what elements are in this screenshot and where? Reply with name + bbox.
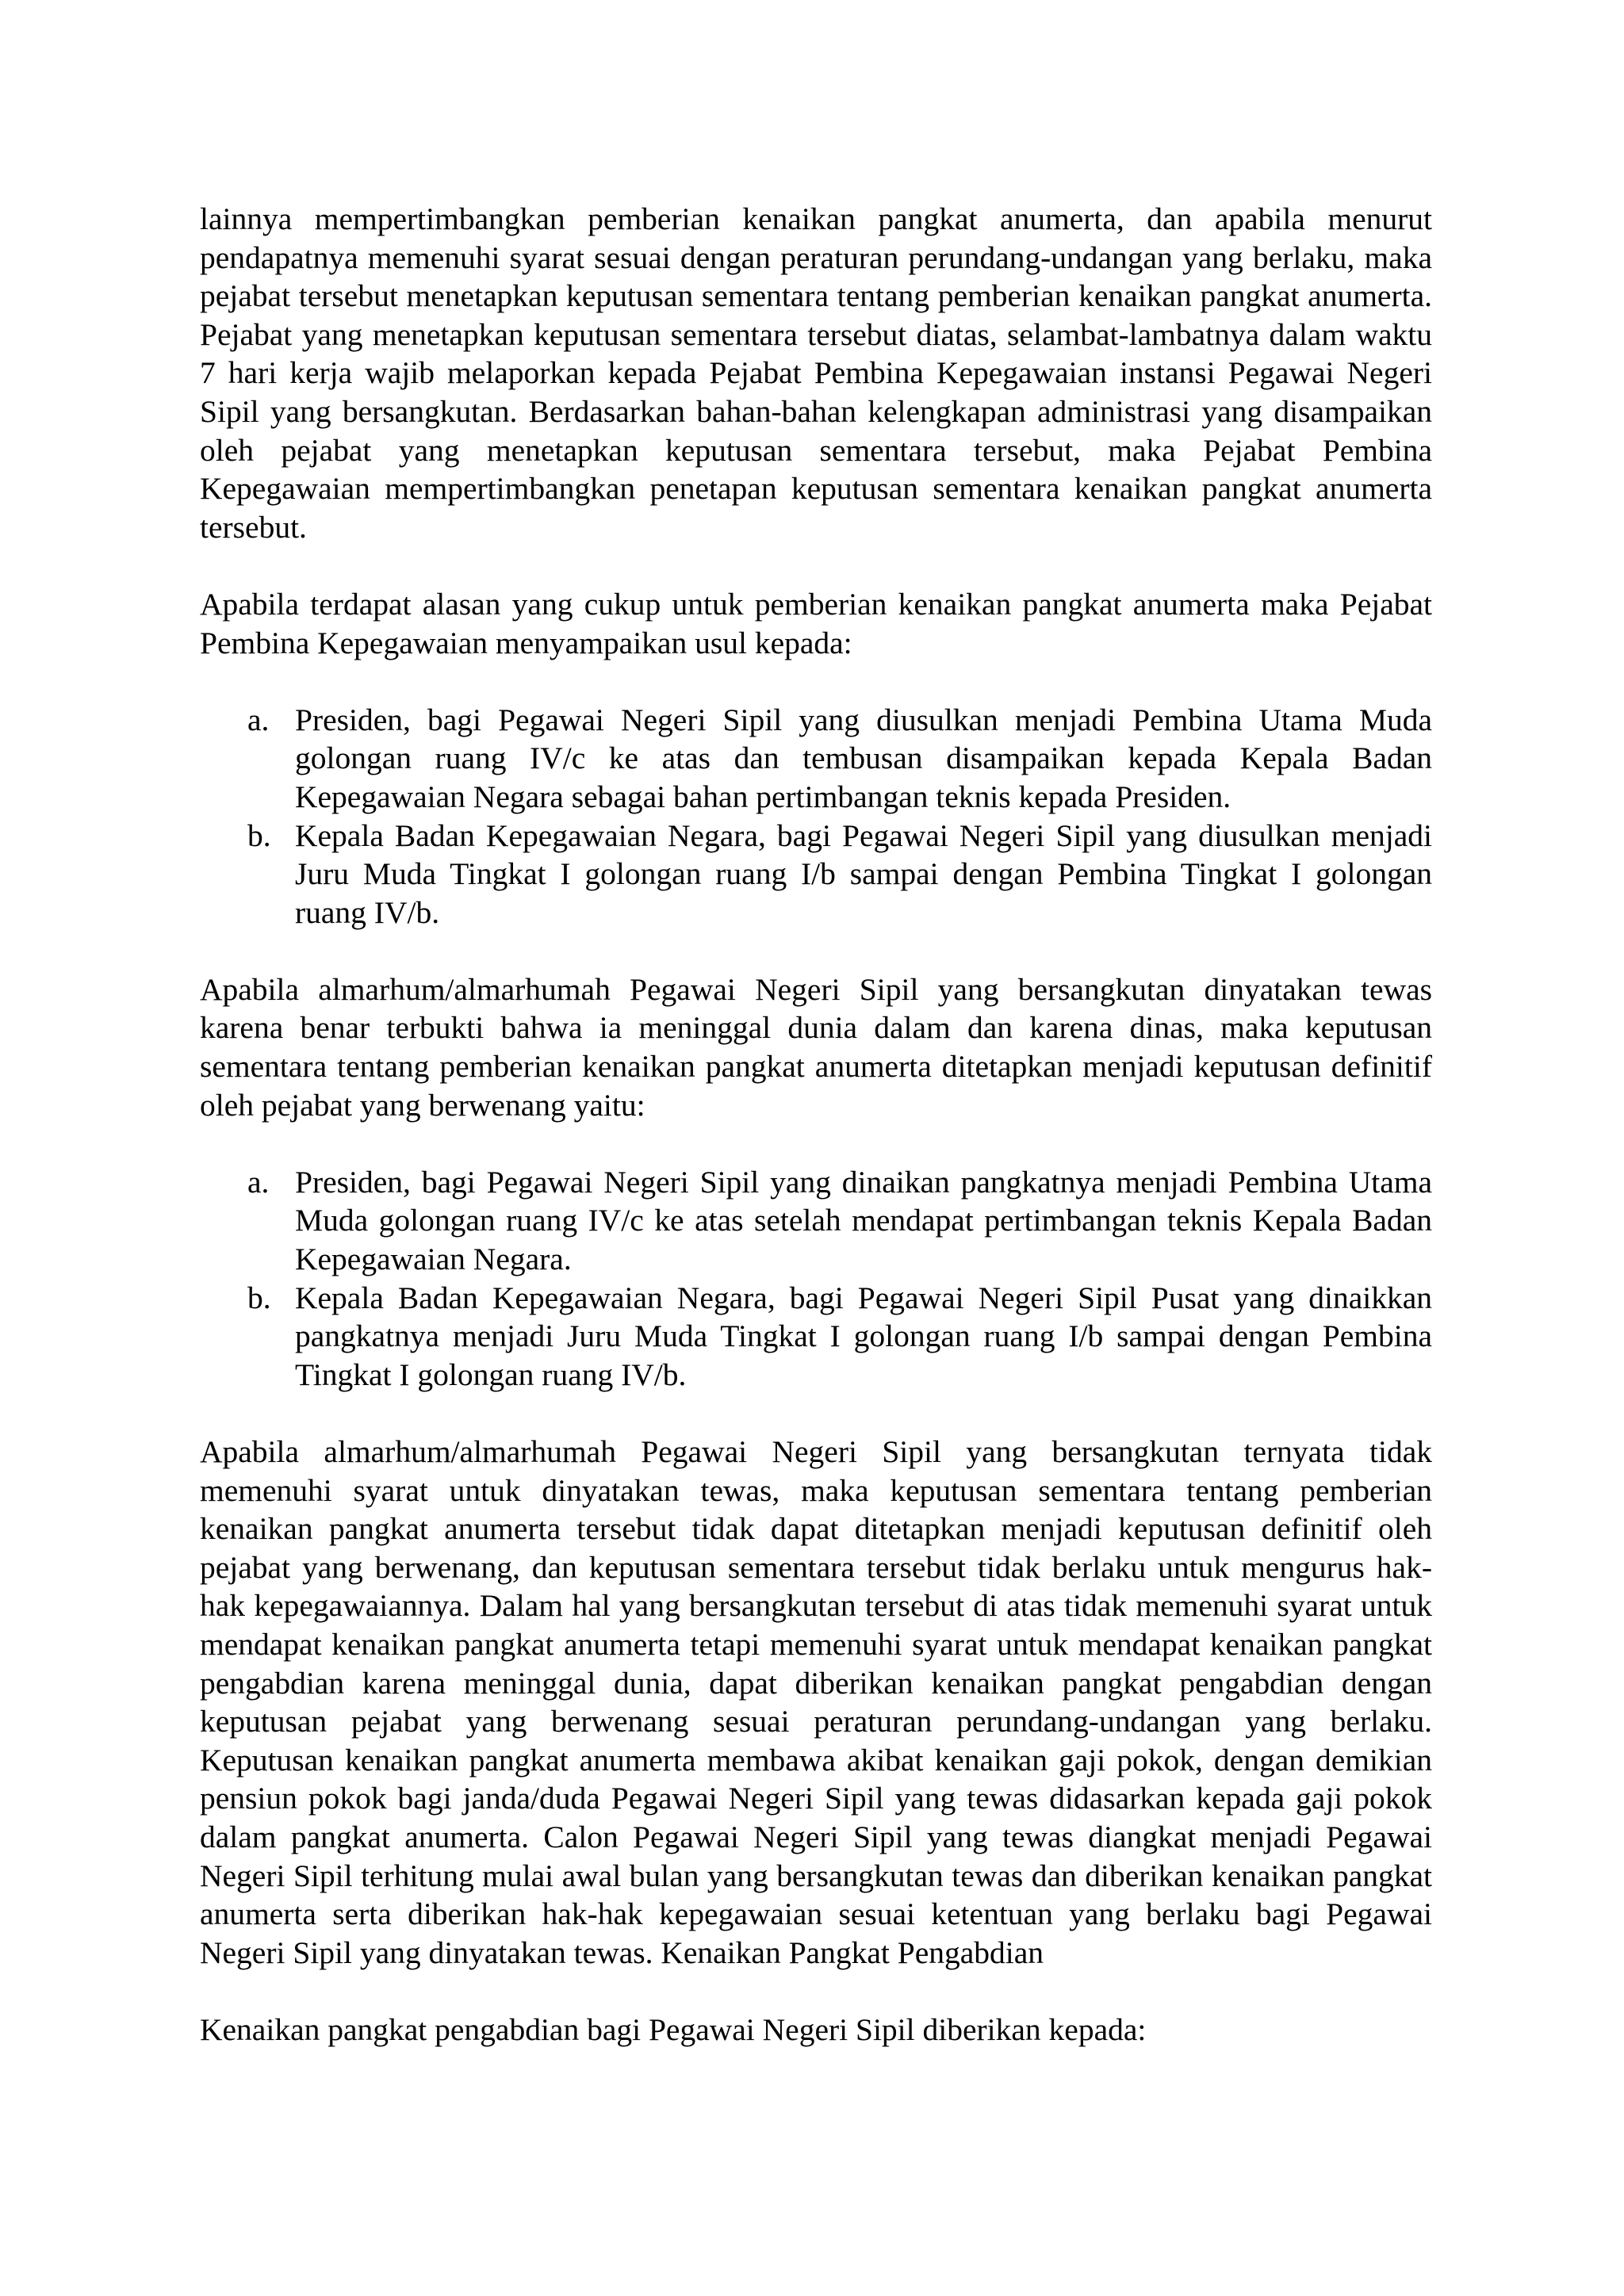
list-marker: a. xyxy=(247,1164,270,1200)
document-page xyxy=(200,200,1432,2049)
list-item xyxy=(200,701,1432,817)
list-item xyxy=(200,1279,1432,1395)
paragraph-continuation: lainnya mempertimbangkan pemberian kenaikan pangkat anumerta, dan apabila menurut pendapatnya memenuhi syarat sesuai dengan peraturan perundang-undangan yang berlaku, maka pejabat tersebut menetapkan keputusan sementara tentang pemberian kenaikan pangkat anumerta. Pejabat yang menetapkan keputusan sementara tersebut diatas, selambat-lambatnya dalam waktu 7 hari kerja wajib melaporkan kepada Pejabat Pembina Kepegawaian instansi Pegawai Negeri Sipil yang bersangkutan. Berdasarkan bahan-bahan kelengkapan administrasi yang disampaikan oleh pejabat yang menetapkan keputusan sementara tersebut, maka Pejabat Pembina Kepegawaian mempertimbangkan penetapan keputusan sementara kenaikan pangkat anumerta tersebut. xyxy=(200,201,1432,545)
list-marker: b. xyxy=(247,817,271,853)
paragraph-spacer xyxy=(200,932,1432,970)
proposal-recipients-list xyxy=(200,701,1432,932)
paragraph-spacer xyxy=(200,1972,1432,2011)
list-item xyxy=(200,1163,1432,1279)
paragraph-spacer xyxy=(200,546,1432,585)
authorized-officials-list xyxy=(200,1163,1432,1395)
paragraph-definitive-decision: Apabila almarhum/almarhumah Pegawai Negeri Sipil yang bersangkutan dinyatakan tewas karena benar terbukti bahwa ia meninggal dunia dalam dan karena dinas, maka keputusan sementara tentang pemberian kenaikan pangkat anumerta ditetapkan menjadi keputusan definitif oleh pejabat yang berwenang yaitu: xyxy=(200,971,1432,1123)
paragraph-spacer xyxy=(200,662,1432,701)
list-marker: b. xyxy=(247,1280,271,1315)
paragraph-service-promotion: Kenaikan pangkat pengabdian bagi Pegawai Negeri Sipil diberikan kepada: xyxy=(200,2011,1147,2047)
list-item-text: Presiden, bagi Pegawai Negeri Sipil yang diusulkan menjadi Pembina Utama Muda golongan ruang IV/c ke atas dan tembusan disampaikan kepada Kepala Badan Kepegawaian Negara sebagai bahan pertimbangan teknis kepada Presiden. xyxy=(295,702,1432,814)
paragraph-spacer xyxy=(200,1124,1432,1163)
paragraph-spacer xyxy=(200,1394,1432,1433)
list-item-text: Kepala Badan Kepegawaian Negara, bagi Pegawai Negeri Sipil yang diusulkan menjadi Juru Muda Tingkat I golongan ruang I/b sampai dengan Pembina Tingkat I golongan ruang IV/b. xyxy=(295,817,1432,930)
list-item xyxy=(200,817,1432,932)
list-item-text: Kepala Badan Kepegawaian Negara, bagi Pegawai Negeri Sipil Pusat yang dinaikkan pangkatnya menjadi Juru Muda Tingkat I golongan ruang I/b sampai dengan Pembina Tingkat I golongan ruang IV/b. xyxy=(295,1280,1432,1392)
paragraph-not-eligible: Apabila almarhum/almarhumah Pegawai Negeri Sipil yang bersangkutan ternyata tidak memenuhi syarat untuk dinyatakan tewas, maka keputusan sementara tentang pemberian kenaikan pangkat anumerta tersebut tidak dapat ditetapkan menjadi keputusan definitif oleh pejabat yang berwenang, dan keputusan sementara tersebut tidak berlaku untuk mengurus hak-hak kepegawaiannya. Dalam hal yang bersangkutan tersebut di atas tidak memenuhi syarat untuk mendapat kenaikan pangkat anumerta tetapi memenuhi syarat untuk mendapat kenaikan pangkat pengabdian karena meninggal dunia, dapat diberikan kenaikan pangkat pengabdian dengan keputusan pejabat yang berwenang sesuai peraturan perundang-undangan yang berlaku. Keputusan kenaikan pangkat anumerta membawa akibat kenaikan gaji pokok, dengan demikian pensiun pokok bagi janda/duda Pegawai Negeri Sipil yang tewas didasarkan kepada gaji pokok dalam pangkat anumerta. Calon Pegawai Negeri Sipil yang tewas diangkat menjadi Pegawai Negeri Sipil terhitung mulai awal bulan yang bersangkutan tewas dan diberikan kenaikan pangkat anumerta serta diberikan hak-hak kepegawaian sesuai ketentuan yang berlaku bagi Pegawai Negeri Sipil yang dinyatakan tewas. Kenaikan Pangkat Pengabdian xyxy=(200,1434,1432,1970)
list-item-text: Presiden, bagi Pegawai Negeri Sipil yang dinaikan pangkatnya menjadi Pembina Utama Muda golongan ruang IV/c ke atas setelah mendapat pertimbangan teknis Kepala Badan Kepegawaian Negara. xyxy=(295,1164,1432,1277)
paragraph-proposal-intro: Apabila terdapat alasan yang cukup untuk pemberian kenaikan pangkat anumerta maka Pejabat Pembina Kepegawaian menyampaikan usul kepada: xyxy=(200,586,1432,660)
list-marker: a. xyxy=(247,702,270,737)
